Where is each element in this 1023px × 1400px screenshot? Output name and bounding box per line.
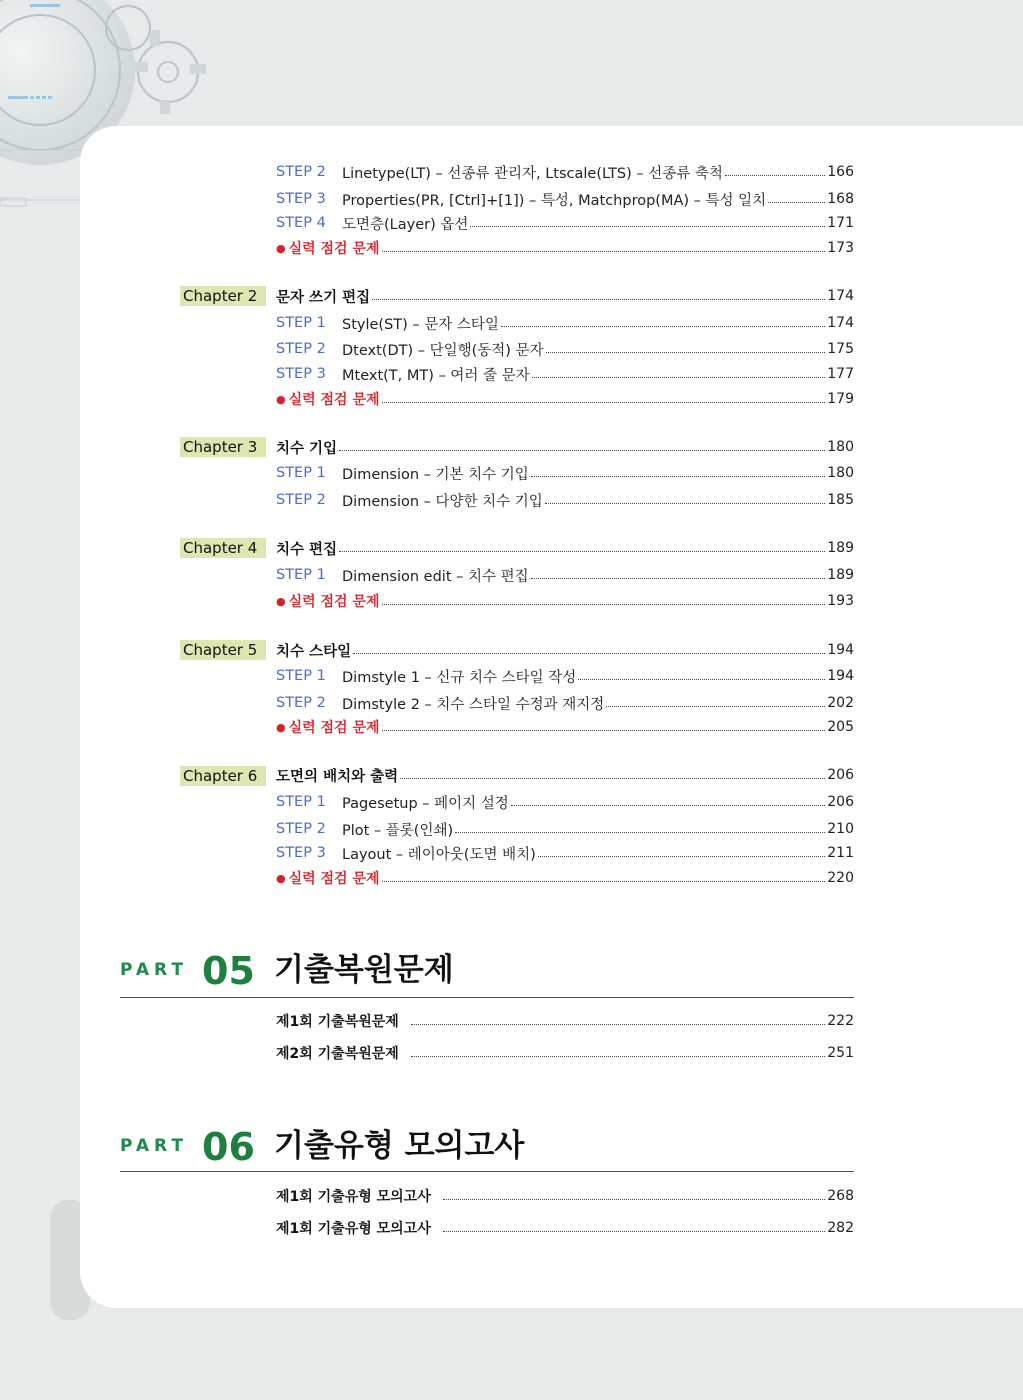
step-label: STEP 2 (276, 164, 326, 180)
leader-dots (339, 450, 825, 451)
toc-exam-row[interactable] (0, 1216, 1023, 1240)
toc-exam-row[interactable] (0, 1184, 1023, 1208)
leader-dots (455, 832, 825, 833)
toc-step-row[interactable] (0, 790, 1023, 814)
page-number: 251 (827, 1045, 854, 1061)
page-number: 189 (827, 540, 854, 556)
page-number: 268 (827, 1188, 854, 1204)
step-label: STEP 1 (276, 794, 326, 810)
page-number: 206 (827, 794, 854, 810)
chapter-badge: Chapter 5 (180, 640, 266, 660)
chapter-badge: Chapter 2 (180, 286, 266, 306)
step-label: STEP 1 (276, 315, 326, 331)
page-number: 171 (827, 215, 854, 231)
page-number: 168 (827, 191, 854, 207)
page-number: 174 (827, 288, 854, 304)
toc-step-row[interactable] (0, 337, 1023, 361)
chapter-badge: Chapter 3 (180, 437, 266, 457)
exam-title: 제1회 기출복원문제 (276, 1014, 399, 1030)
part-divider (120, 997, 854, 998)
leader-dots (606, 706, 825, 707)
page-number: 210 (827, 821, 854, 837)
toc-exam-row[interactable] (0, 1041, 1023, 1065)
leader-dots (532, 377, 826, 378)
step-title: Plot – 플롯(인쇄) (342, 822, 454, 839)
leader-dots (353, 653, 825, 654)
leader-dots (531, 476, 825, 477)
page-number: 175 (827, 341, 854, 357)
chapter-badge: Chapter 4 (180, 538, 266, 558)
step-label: STEP 1 (276, 668, 326, 684)
toc-step-row[interactable] (0, 488, 1023, 512)
step-label: STEP 2 (276, 695, 326, 711)
page-number: 194 (827, 642, 854, 658)
leader-dots (538, 856, 826, 857)
toc-step-row[interactable] (0, 563, 1023, 587)
part-number: 05 (202, 949, 255, 993)
step-label: STEP 1 (276, 567, 326, 583)
part-label: PART (120, 960, 188, 980)
toc-quiz-row[interactable] (0, 387, 1023, 411)
page-number: 180 (827, 439, 854, 455)
step-label: STEP 2 (276, 341, 326, 357)
leader-dots (382, 402, 826, 403)
part-heading[interactable] (120, 1120, 854, 1168)
quiz-label: ● 실력 점검 문제 (276, 238, 380, 258)
leader-dots (411, 1056, 825, 1057)
toc-exam-row[interactable] (0, 1009, 1023, 1033)
step-title: Properties(PR, [Ctrl]+[1]) – 특성, Matchprop(MA) – 특성 일치 (342, 192, 767, 209)
page-number: 222 (827, 1013, 854, 1029)
toc-step-row[interactable] (0, 691, 1023, 715)
toc-chapter-row[interactable] (0, 763, 1023, 787)
chapter-title: 치수 편집 (276, 541, 338, 558)
toc-chapter-row[interactable] (0, 284, 1023, 308)
quiz-label: ● 실력 점검 문제 (276, 591, 380, 611)
step-title: Linetype(LT) – 선종류 관리자, Ltscale(LTS) – 선종류 축척 (342, 165, 723, 182)
page-number: 189 (827, 567, 854, 583)
leader-dots (339, 551, 825, 552)
toc-step-row[interactable] (0, 211, 1023, 235)
step-title: Dtext(DT) – 단일행(동적) 문자 (342, 342, 544, 359)
step-title: 도면층(Layer) 옵션 (342, 216, 469, 233)
exam-title: 제2회 기출복원문제 (276, 1046, 399, 1062)
page-number: 180 (827, 465, 854, 481)
step-label: STEP 3 (276, 366, 326, 382)
leader-dots (578, 679, 825, 680)
toc-step-row[interactable] (0, 362, 1023, 386)
leader-dots (443, 1199, 826, 1200)
toc-quiz-row[interactable] (0, 236, 1023, 260)
page-number: 202 (827, 695, 854, 711)
toc-quiz-row[interactable] (0, 589, 1023, 613)
step-label: STEP 2 (276, 492, 326, 508)
step-title: Mtext(T, MT) – 여러 줄 문자 (342, 367, 530, 384)
toc-step-row[interactable] (0, 187, 1023, 211)
part-title: 기출유형 모의고사 (274, 1128, 525, 1164)
leader-dots (531, 578, 826, 579)
leader-dots (470, 226, 825, 227)
chapter-title: 도면의 배치와 출력 (276, 768, 399, 785)
page-number: 185 (827, 492, 854, 508)
page-number: 282 (827, 1220, 854, 1236)
quiz-label: ● 실력 점검 문제 (276, 389, 380, 409)
page-number: 211 (827, 845, 854, 861)
part-label: PART (120, 1136, 188, 1156)
page-number: 193 (827, 593, 854, 609)
toc-step-row[interactable] (0, 841, 1023, 865)
leader-dots (725, 175, 825, 176)
toc-chapter-row[interactable] (0, 536, 1023, 560)
toc-step-row[interactable] (0, 664, 1023, 688)
step-title: Layout – 레이아웃(도면 배치) (342, 846, 536, 863)
step-title: Dimension – 다양한 치수 기입 (342, 493, 543, 510)
page-number: 173 (827, 240, 854, 256)
step-title: Style(ST) – 문자 스타일 (342, 316, 499, 333)
toc-chapter-row[interactable] (0, 638, 1023, 662)
leader-dots (501, 326, 825, 327)
step-label: STEP 2 (276, 821, 326, 837)
step-title: Dimstyle 2 – 치수 스타일 수정과 재지정 (342, 696, 605, 713)
step-label: STEP 3 (276, 191, 326, 207)
leader-dots (545, 503, 825, 504)
step-title: Dimension – 기본 치수 기입 (342, 466, 529, 483)
step-title: Pagesetup – 페이지 설정 (342, 795, 509, 812)
chapter-title: 치수 스타일 (276, 643, 352, 660)
page-number: 179 (827, 391, 854, 407)
chapter-title: 문자 쓰기 편집 (276, 289, 371, 306)
page-number: 220 (827, 870, 854, 886)
chapter-badge: Chapter 6 (180, 766, 266, 786)
leader-dots (400, 778, 825, 779)
page-number: 206 (827, 767, 854, 783)
page-number: 174 (827, 315, 854, 331)
page-number: 166 (827, 164, 854, 180)
leader-dots (382, 730, 826, 731)
step-label: STEP 3 (276, 845, 326, 861)
toc-quiz-row[interactable] (0, 715, 1023, 739)
toc-step-row[interactable] (0, 461, 1023, 485)
toc-quiz-row[interactable] (0, 866, 1023, 890)
leader-dots (411, 1024, 825, 1025)
part-heading[interactable] (120, 944, 854, 992)
toc-step-row[interactable] (0, 311, 1023, 335)
leader-dots (372, 299, 825, 300)
step-label: STEP 1 (276, 465, 326, 481)
leader-dots (546, 352, 826, 353)
toc-step-row[interactable] (0, 160, 1023, 184)
toc-step-row[interactable] (0, 817, 1023, 841)
page-number: 177 (827, 366, 854, 382)
quiz-label: ● 실력 점검 문제 (276, 868, 380, 888)
leader-dots (768, 202, 825, 203)
exam-title: 제1회 기출유형 모의고사 (276, 1221, 431, 1237)
leader-dots (382, 604, 826, 605)
exam-title: 제1회 기출유형 모의고사 (276, 1189, 431, 1205)
quiz-label: ● 실력 점검 문제 (276, 717, 380, 737)
part-number: 06 (202, 1125, 255, 1169)
chapter-title: 치수 기입 (276, 440, 338, 457)
leader-dots (382, 251, 826, 252)
step-label: STEP 4 (276, 215, 326, 231)
part-divider (120, 1171, 854, 1172)
toc-chapter-row[interactable] (0, 435, 1023, 459)
step-title: Dimension edit – 치수 편집 (342, 568, 529, 585)
step-title: Dimstyle 1 – 신규 치수 스타일 작성 (342, 669, 577, 686)
leader-dots (382, 881, 826, 882)
leader-dots (511, 805, 825, 806)
page-number: 194 (827, 668, 854, 684)
leader-dots (443, 1231, 826, 1232)
page-number: 205 (827, 719, 854, 735)
part-title: 기출복원문제 (274, 952, 454, 988)
